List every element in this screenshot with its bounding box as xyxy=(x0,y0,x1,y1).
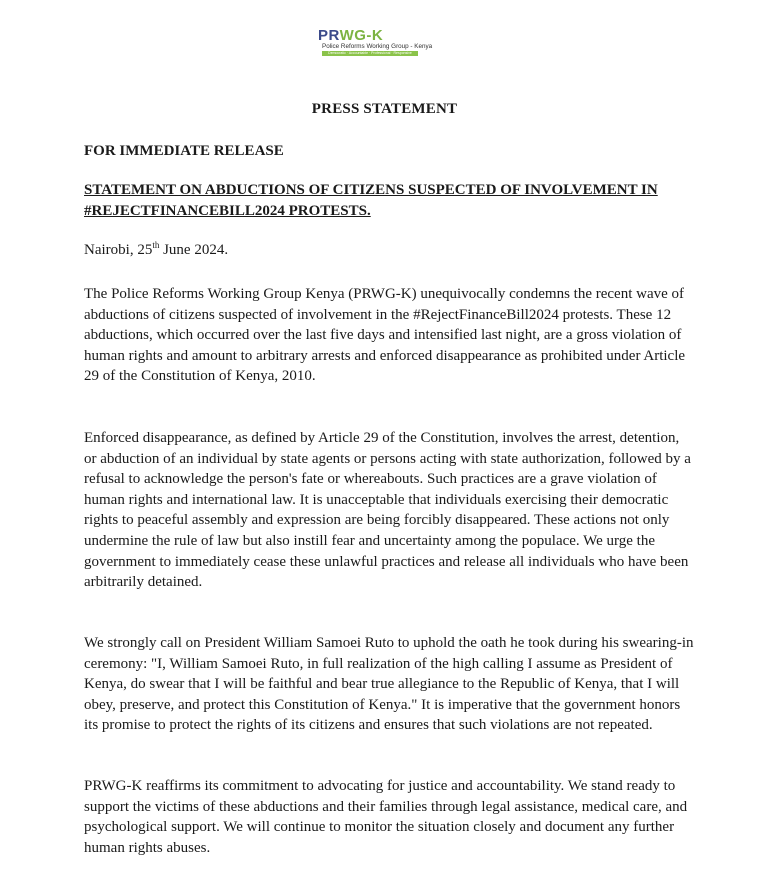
dateline-rest: June 2024. xyxy=(159,242,229,258)
paragraph-commitment: PRWG-K reaffirms its commitment to advocating for justice and accountability. We stand ready to support the victims of these abductions and their families through legal assistance, medical care, and psychological support. We will continue to monitor the situation closely and document any further human rights abuses. xyxy=(84,778,688,856)
dateline-city: Nairobi, 25 xyxy=(84,242,153,258)
logo-subtitle: Police Reforms Working Group - Kenya xyxy=(322,43,433,50)
logo-tagline: Democratic · Accountable · Professional · Responsive xyxy=(322,51,418,56)
release-label: FOR IMMEDIATE RELEASE xyxy=(84,143,284,159)
paragraph-presidential-oath: We strongly call on President William Samoei Ruto to uphold the oath he took during his swearing-in ceremony: "I, William Samoei Ruto, in full realization of the high calling I assume as President of Kenya, do swear that I will be faithful and bear true allegiance to the Republic of Kenya, that I will obey, preserve, and protect this Constitution of Kenya." It is imperative that the government honors its promise to protect the rights of its citizens and ensures that such violations are not repeated. xyxy=(84,635,694,734)
paragraph-condemnation: The Police Reforms Working Group Kenya (PRWG-K) unequivocally condemns the recent wave of abductions of citizens suspected of involvement in the #RejectFinanceBill2024 protests. These 12 abductions, which occurred over the last five days and intensified last night, are a gross violation of human rights and amount to arbitrary arrests and enforced disappearance as prohibited under Article 29 of the Constitution of Kenya, 2010. xyxy=(84,286,686,385)
dateline-suffix: th xyxy=(152,240,160,250)
logo-mark xyxy=(318,28,383,43)
statement-title: STATEMENT ON ABDUCTIONS OF CITIZENS SUSPECTED OF INVOLVEMENT IN #REJECTFINANCEBILL2024 PROTESTS. xyxy=(84,182,658,219)
logo-mark-left: PR xyxy=(318,27,340,44)
organization-logo xyxy=(318,27,433,58)
paragraph-enforced-disappearance: Enforced disappearance, as defined by Article 29 of the Constitution, involves the arrest, detention, or abduction of an individual by state agents or persons acting with state authorization, followed by a refusal to acknowledge the person's fate or whereabouts. Such practices are a grave violation of human rights and international law. It is unacceptable that individuals exercising their democratic rights to peaceful assembly and expression are being forcibly disappeared. These actions not only undermine the rule of law but also instill fear and uncertainty among the populace. We urge the government to immediately cease these unlawful practices and release all individuals who have been arbitrarily detained. xyxy=(84,430,691,591)
dateline xyxy=(84,242,228,259)
logo-mark-right: WG-K xyxy=(339,27,384,44)
page-heading: PRESS STATEMENT xyxy=(311,101,458,117)
